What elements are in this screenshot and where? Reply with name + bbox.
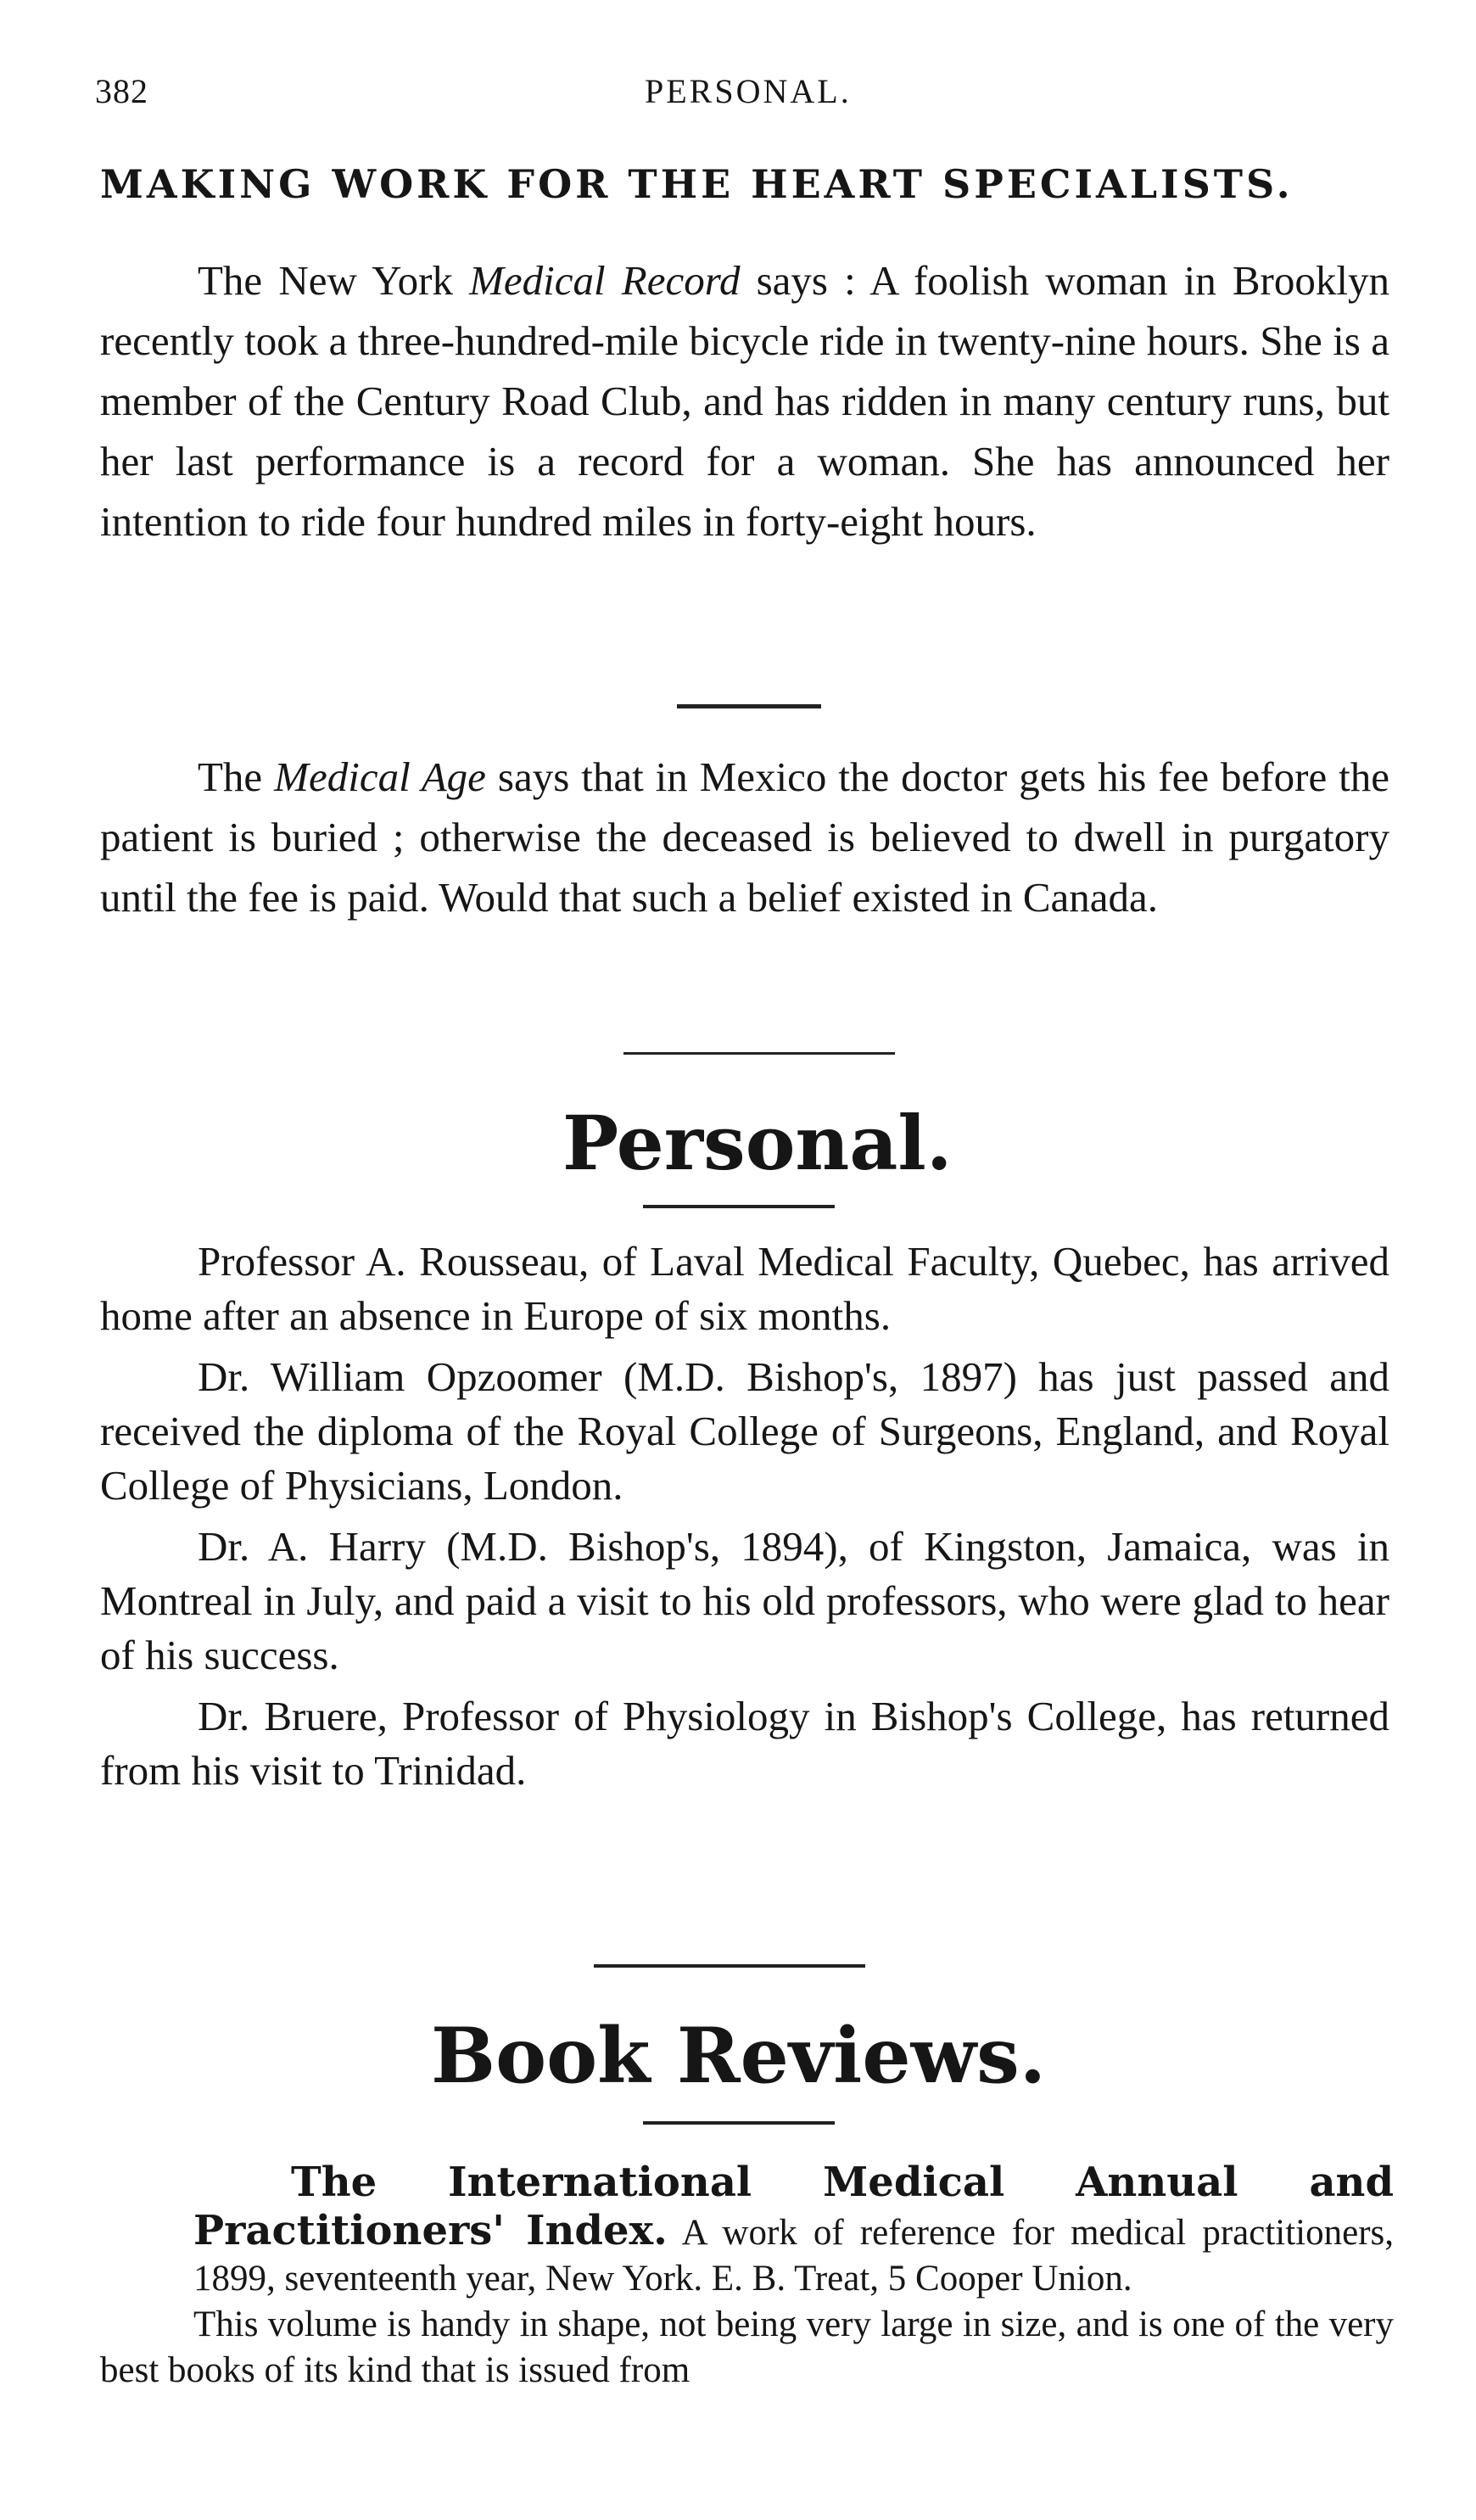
article-title: MAKING WORK FOR THE HEART SPECIALISTS. [100, 161, 1294, 207]
journal-name: Medical Age [274, 753, 486, 800]
review-entry [100, 2159, 1394, 2394]
book-reviews-heading: Book Reviews. [431, 2011, 1047, 2101]
page-number: 382 [95, 72, 148, 110]
article-paragraph-2: The Medical Age says that in Mexico the doctor gets his fee before the patient is buried ; otherwise the deceased is believed to dwell in purgatory until the fee is paid. Would that such a belief existed in Canada. [100, 753, 1390, 921]
review-book-details: A work of reference for medical practitioners, 1899, seventeenth year, New York. E. B. Treat, 5 Cooper Union. [193, 2213, 1394, 2299]
section-divider [594, 1964, 865, 1968]
heading-underline [643, 1205, 835, 1208]
running-head: PERSONAL. [645, 72, 852, 110]
review-book-title: The International Medical Annual and Practitioners' Index. [193, 2159, 1394, 2254]
personal-section [100, 1235, 1389, 1798]
heading-underline [643, 2121, 835, 2125]
section-divider [623, 1052, 895, 1055]
personal-heading: Personal. [562, 1099, 953, 1187]
personal-item: Professor A. Rousseau, of Laval Medical Faculty, Quebec, has arrived home after an absence in Europe of six months. [100, 1238, 1389, 1339]
review-text: This volume is handy in shape, not being very large in size, and is one of the very best books of its kind that is issued from [100, 2304, 1394, 2390]
article-paragraph-1: The New York Medical Record says : A foolish woman in Brooklyn recently took a three-hundred-mile bicycle ride in twenty-nine hours. She is a member of the Century Road Club, and has ridden in many century runs, but her last performance is a record for a woman. She has announced her intention to ride four hundred miles in forty-eight hours. [100, 257, 1389, 545]
review-citation [100, 2159, 1394, 2302]
section-divider [677, 704, 821, 708]
personal-item: Dr. William Opzoomer (M.D. Bishop's, 1897) has just passed and received the diploma of the Royal College of Surgeons, England, and Royal College of Physicians, London. [100, 1353, 1389, 1509]
journal-name: Medical Record [469, 257, 741, 304]
personal-item: Dr. A. Harry (M.D. Bishop's, 1894), of Kingston, Jamaica, was in Montreal in July, and paid a visit to his old professors, who were glad to hear of his success. [100, 1523, 1389, 1678]
personal-item: Dr. Bruere, Professor of Physiology in Bishop's College, has returned from his visit to Trinidad. [100, 1693, 1389, 1794]
